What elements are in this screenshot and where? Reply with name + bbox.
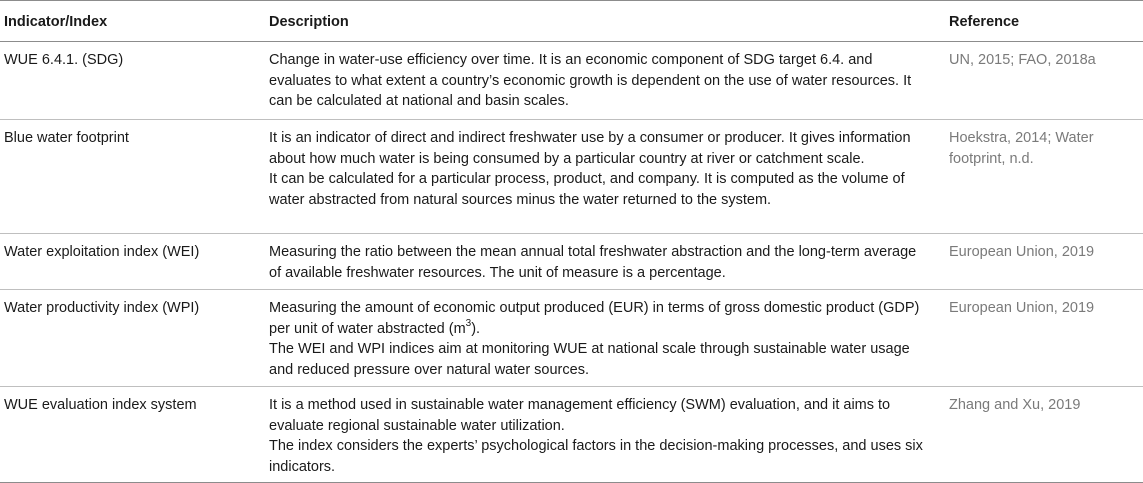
header-reference: Reference bbox=[949, 14, 1020, 30]
indicator-cell: Water productivity index (WPI) bbox=[4, 300, 200, 316]
indicator-cell: WUE 6.4.1. (SDG) bbox=[4, 52, 124, 68]
header-description: Description bbox=[269, 14, 349, 30]
table-row bbox=[0, 42, 1143, 120]
table-header bbox=[0, 0, 1143, 42]
description-paragraph: It is a method used in sustainable water management efficiency (SWM) evaluation, and it aims to evaluate regional sustainable water utilization. bbox=[269, 397, 891, 434]
description-paragraph: The WEI and WPI indices aim at monitoring WUE at national scale through sustainable water usage and reduced pressure over natural water sources. bbox=[269, 341, 910, 378]
reference-cell: Zhang and Xu, 2019 bbox=[949, 397, 1081, 413]
table-row bbox=[0, 120, 1143, 234]
reference-cell: UN, 2015; FAO, 2018a bbox=[949, 52, 1096, 68]
description-paragraph: It can be calculated for a particular process, product, and company. It is computed as the volume of water abstracted from natural sources minus the water returned to the system. bbox=[269, 171, 905, 208]
description-paragraph: The index considers the experts’ psychological factors in the decision-making processes, and uses six indicators. bbox=[269, 438, 923, 475]
description-cell bbox=[269, 298, 929, 380]
superscript: 3 bbox=[465, 317, 472, 329]
description-paragraph: Measuring the ratio between the mean annual total freshwater abstraction and the long-term average of available freshwater resources. The unit of measure is a percentage. bbox=[269, 244, 917, 281]
description-paragraph: Measuring the amount of economic output produced (EUR) in terms of gross domestic product (GDP) per unit of water abstracted $(m^3)$. bbox=[269, 300, 920, 337]
description-cell bbox=[269, 128, 929, 210]
indicator-cell: Water exploitation index (WEI) bbox=[4, 244, 200, 260]
reference-cell: European Union, 2019 bbox=[949, 244, 1095, 260]
table-row bbox=[0, 234, 1143, 290]
description-cell bbox=[269, 395, 929, 477]
header-indicator: Indicator/Index bbox=[4, 14, 108, 30]
indicator-cell: Blue water footprint bbox=[4, 130, 129, 146]
table-row bbox=[0, 290, 1143, 387]
indicator-cell: WUE evaluation index system bbox=[4, 397, 197, 413]
description-paragraph: Change in water-use efficiency over time. It is an economic component of SDG target 6.4. and evaluates to what extent a country’s economic growth is dependent on the use of water resources. It can be calculated at national and basin scales. bbox=[269, 52, 912, 109]
description-cell bbox=[269, 50, 929, 112]
reference-cell: European Union, 2019 bbox=[949, 300, 1095, 316]
table-row bbox=[0, 387, 1143, 483]
description-paragraph: It is an indicator of direct and indirect freshwater use by a consumer or producer. It gives information about how much water is being consumed by a particular country at river or catchment scale. bbox=[269, 130, 911, 167]
description-cell bbox=[269, 242, 929, 283]
reference-cell: Hoekstra, 2014; Water footprint, n.d. bbox=[949, 130, 1094, 167]
